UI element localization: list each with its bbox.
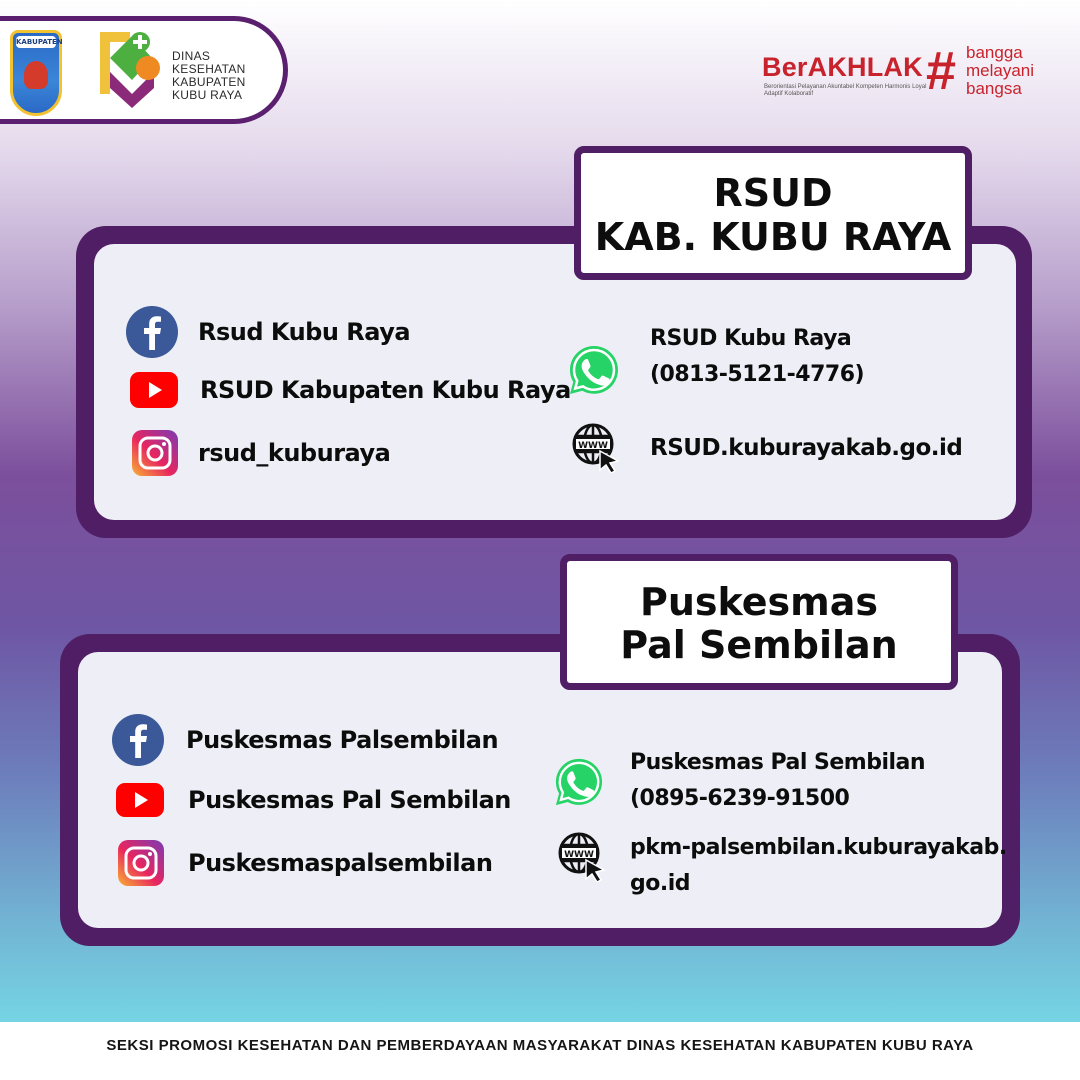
puskesmas-website-line-1: pkm-palsembilan.kuburayakab. xyxy=(630,835,1007,860)
instagram-icon xyxy=(118,840,164,886)
puskesmas-whatsapp-name: Puskesmas Pal Sembilan xyxy=(630,750,926,775)
puskesmas-youtube-text: Puskesmas Pal Sembilan xyxy=(188,786,511,814)
svg-text:WWW: WWW xyxy=(578,441,608,451)
puskesmas-whatsapp-number: (0895-6239-91500 xyxy=(630,786,850,811)
puskesmas-whatsapp-row[interactable] xyxy=(554,750,990,811)
whatsapp-icon xyxy=(554,757,604,807)
whatsapp-icon xyxy=(568,344,620,396)
crest-label: KABUPATEN xyxy=(16,38,63,46)
dinkes-name xyxy=(172,50,272,102)
rsud-facebook-row[interactable] xyxy=(126,306,410,358)
puskesmas-title-box xyxy=(560,554,958,690)
rsud-youtube-row[interactable] xyxy=(130,370,571,410)
rsud-whatsapp-row[interactable] xyxy=(568,326,950,396)
rsud-youtube-text: RSUD Kabupaten Kubu Raya xyxy=(200,376,571,404)
rsud-whatsapp-number: (0813-5121-4776) xyxy=(650,362,865,387)
slogan-line-2: melayani xyxy=(966,61,1035,80)
dinkes-line-3: KABUPATEN xyxy=(172,75,246,89)
puskesmas-youtube-row[interactable] xyxy=(116,780,511,820)
puskesmas-title-line-2: Pal Sembilan xyxy=(620,623,898,667)
berakhlak-slogan xyxy=(966,44,1066,98)
youtube-icon xyxy=(130,372,178,408)
rsud-website-row[interactable] xyxy=(572,422,962,474)
dinkes-line-4: KUBU RAYA xyxy=(172,88,243,102)
berakhlak-word: BerAKHLAK xyxy=(762,52,923,82)
crest-emblem-icon xyxy=(24,61,48,89)
dinkes-logo xyxy=(96,28,160,110)
dinkes-line-2: KESEHATAN xyxy=(172,62,246,76)
slogan-line-1: bangga xyxy=(966,43,1023,62)
puskesmas-instagram-text: Puskesmaspalsembilan xyxy=(188,849,493,877)
www-globe-icon xyxy=(572,423,620,473)
rsud-whatsapp-name: RSUD Kubu Raya xyxy=(650,326,852,351)
berakhlak-logo xyxy=(762,41,1062,104)
rsud-whatsapp-text xyxy=(650,326,950,407)
puskesmas-facebook-row[interactable] xyxy=(112,714,498,766)
rsud-instagram-row[interactable] xyxy=(132,430,390,476)
rsud-title-box xyxy=(574,146,972,280)
dinkes-line-1: DINAS xyxy=(172,49,211,63)
youtube-icon xyxy=(116,783,164,817)
rsud-instagram-text: rsud_kuburaya xyxy=(198,439,391,467)
puskesmas-instagram-row[interactable] xyxy=(118,840,492,886)
rsud-title-line-2: KAB. KUBU RAYA xyxy=(594,215,952,259)
puskesmas-website-text xyxy=(630,830,1007,902)
svg-text:WWW: WWW xyxy=(564,850,594,860)
puskesmas-whatsapp-text xyxy=(630,745,990,819)
puskesmas-website-line-2: go.id xyxy=(630,871,691,896)
facebook-icon xyxy=(126,306,178,358)
www-globe-icon xyxy=(558,832,606,882)
berakhlak-subtitle: Berorientasi Pelayanan Akuntabel Kompeten Harmonis Loyal Adaptif Kolaboratif xyxy=(764,84,927,97)
rsud-title-line-1: RSUD xyxy=(713,171,833,215)
slogan-line-3: bangsa xyxy=(966,79,1022,98)
berakhlak-hash: # xyxy=(926,41,957,101)
footer-text: SEKSI PROMOSI KESEHATAN DAN PEMBERDAYAAN MASYARAKAT DINAS KESEHATAN KABUPATEN KUBU RAYA xyxy=(106,1037,974,1054)
facebook-icon xyxy=(112,714,164,766)
footer-bar xyxy=(0,1022,1080,1080)
puskesmas-title-line-1: Puskesmas xyxy=(639,580,879,624)
puskesmas-website-row[interactable] xyxy=(558,832,1007,908)
puskesmas-facebook-text: Puskesmas Palsembilan xyxy=(186,726,499,754)
instagram-icon xyxy=(132,430,178,476)
rsud-website-text: RSUD.kuburayakab.go.id xyxy=(650,435,963,461)
kabupaten-crest-logo xyxy=(10,30,62,116)
rsud-facebook-text: Rsud Kubu Raya xyxy=(198,318,411,346)
